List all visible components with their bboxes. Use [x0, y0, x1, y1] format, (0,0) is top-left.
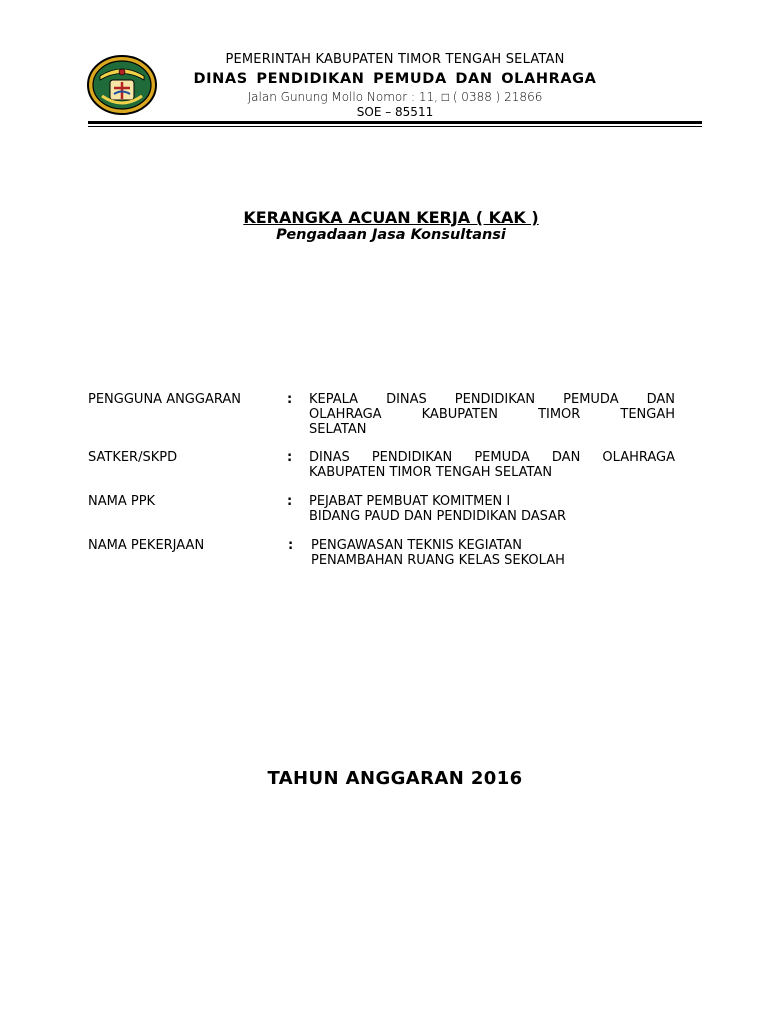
field-label: PENGGUNA ANGGARAN [88, 392, 241, 407]
field-value-line: SELATAN [309, 422, 367, 437]
document-subtitle: Pengadaan Jasa Konsultansi [276, 227, 506, 243]
field-label: NAMA PEKERJAAN [88, 538, 205, 553]
field-value [309, 392, 675, 437]
field-value-line: DINAS PENDIDIKAN PEMUDA DAN OLAHRAGA [309, 450, 675, 465]
budget-year: TAHUN ANGGARAN 2016 [267, 768, 523, 789]
field-value [311, 538, 677, 568]
field-separator: : [287, 392, 293, 407]
regional-emblem-icon [86, 54, 158, 116]
field-value-line: PENAMBAHAN RUANG KELAS SEKOLAH [311, 553, 565, 568]
field-value-line: PEJABAT PEMBUAT KOMITMEN I [309, 494, 511, 509]
field-label: SATKER/SKPD [88, 450, 178, 465]
letterhead-divider-thin [88, 126, 702, 127]
field-separator: : [288, 538, 294, 553]
letterhead-government: PEMERINTAH KABUPATEN TIMOR TENGAH SELATAN [225, 52, 565, 67]
field-value [309, 450, 675, 480]
field-value-line: KABUPATEN TIMOR TENGAH SELATAN [309, 465, 553, 480]
field-value-line: KEPALA DINAS PENDIDIKAN PEMUDA DAN [309, 392, 675, 407]
document-title: KERANGKA ACUAN KERJA ( KAK ) [243, 208, 539, 227]
field-separator: : [287, 494, 293, 509]
letterhead-address: Jalan Gunung Mollo Nomor : 11, □ ( 0388 ) 21866 [247, 90, 543, 104]
letterhead-agency: DINAS PENDIDIKAN PEMUDA DAN OLAHRAGA [193, 71, 597, 87]
field-separator: : [287, 450, 293, 465]
field-label: NAMA PPK [88, 494, 156, 509]
letterhead-city-postcode: SOE – 85511 [356, 105, 434, 119]
field-value-line: OLAHRAGA KABUPATEN TIMOR TENGAH [309, 407, 675, 422]
field-value-line: BIDANG PAUD DAN PENDIDIKAN DASAR [309, 509, 567, 524]
field-value [309, 494, 675, 524]
field-value-line: PENGAWASAN TEKNIS KEGIATAN [311, 538, 523, 553]
letterhead-divider-thick [88, 121, 702, 124]
